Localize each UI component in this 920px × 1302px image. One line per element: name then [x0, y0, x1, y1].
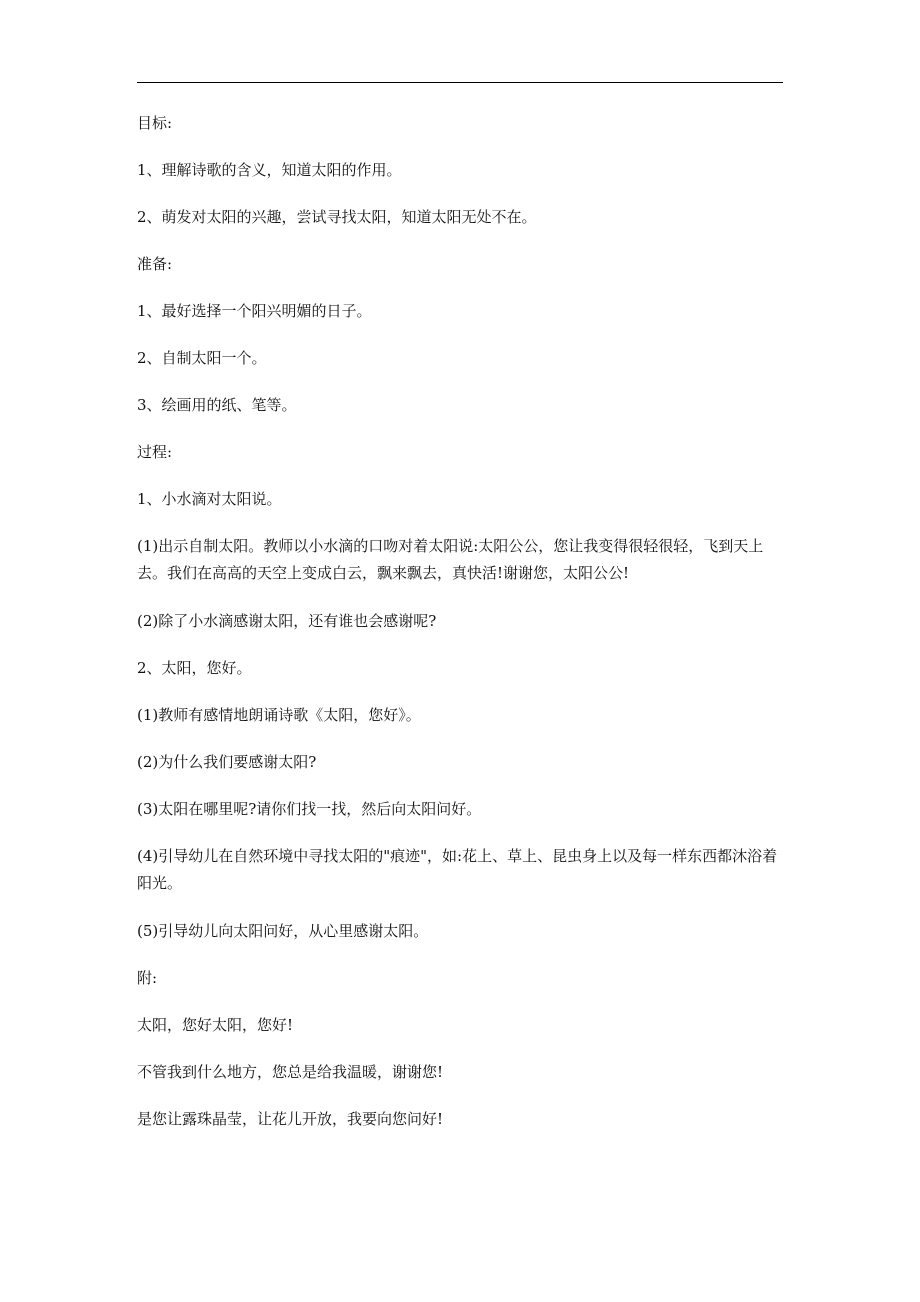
section-heading-preparation: 准备: [137, 255, 173, 273]
preparation-item-2: 2、自制太阳一个。 [137, 349, 267, 367]
process-substep-2-1: (1)教师有感情地朗诵诗歌《太阳，您好》。 [137, 706, 421, 724]
process-substep-2-4: (4)引导幼儿在自然环境中寻找太阳的"痕迹"，如:花上、草上、昆虫身上以及每一样东西都沐浴着阳光。 [137, 847, 778, 892]
process-substep-2-3: (3)太阳在哪里呢?请你们找一找，然后向太阳问好。 [137, 800, 482, 818]
process-substep-2-5: (5)引导幼儿向太阳问好，从心里感谢太阳。 [137, 922, 429, 940]
process-substep-1-2: (2)除了小水滴感谢太阳，还有谁也会感谢呢? [137, 612, 437, 630]
section-heading-appendix: 附: [137, 969, 158, 987]
goal-item-2: 2、萌发对太阳的兴趣，尝试寻找太阳，知道太阳无处不在。 [137, 208, 537, 226]
poem-line-2: 不管我到什么地方，您总是给我温暖，谢谢您! [137, 1063, 444, 1081]
poem-line-1: 太阳，您好太阳，您好! [137, 1016, 294, 1034]
preparation-item-3: 3、绘画用的纸、笔等。 [137, 396, 297, 414]
document-body [137, 110, 785, 1133]
process-step-2: 2、太阳，您好。 [137, 659, 252, 677]
process-substep-1-1: (1)出示自制太阳。教师以小水滴的口吻对着太阳说:太阳公公，您让我变得很轻很轻，飞到天上去。我们在高高的天空上变成白云，飘来飘去，真快活!谢谢您，太阳公公! [137, 537, 764, 582]
process-step-1: 1、小水滴对太阳说。 [137, 490, 282, 508]
poem-line-3: 是您让露珠晶莹，让花儿开放，我要向您问好! [137, 1110, 444, 1128]
header-rule [137, 82, 783, 83]
section-heading-process: 过程: [137, 443, 173, 461]
section-heading-goals: 目标: [137, 114, 173, 132]
process-substep-2-2: (2)为什么我们要感谢太阳? [137, 753, 317, 771]
preparation-item-1: 1、最好选择一个阳兴明媚的日子。 [137, 302, 372, 320]
goal-item-1: 1、理解诗歌的含义，知道太阳的作用。 [137, 161, 402, 179]
